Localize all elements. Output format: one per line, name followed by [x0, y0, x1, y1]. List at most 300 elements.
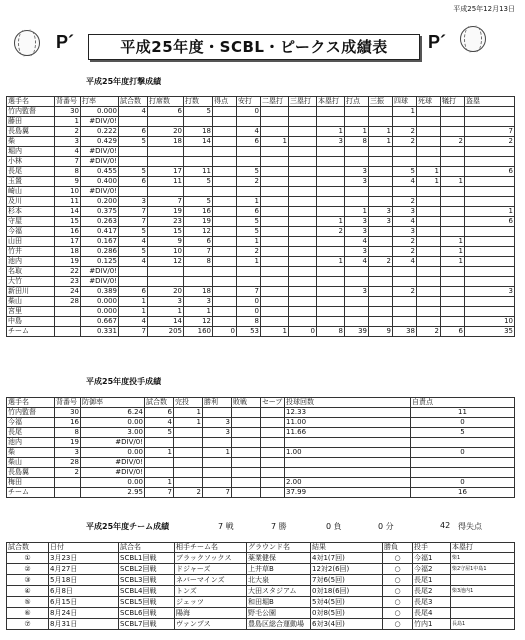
row-label: 山田 — [7, 237, 55, 247]
row-label: 守屋 — [7, 217, 55, 227]
table-cell: 160 — [184, 327, 213, 337]
table-cell: ○ — [383, 586, 413, 597]
table-cell — [345, 157, 369, 167]
table-cell — [369, 267, 393, 277]
table-cell: 10 — [465, 317, 515, 327]
table-cell — [145, 458, 174, 468]
table-cell: 北大泉 — [247, 575, 311, 586]
table-cell — [213, 267, 237, 277]
column-header: 試合数 — [119, 97, 148, 107]
table-cell: 0.400 — [81, 177, 119, 187]
table-cell: #DIV/0! — [81, 277, 119, 287]
table-cell — [55, 327, 81, 337]
table-cell: 6 — [237, 207, 261, 217]
table-cell: 1 — [184, 307, 213, 317]
table-cell — [393, 117, 417, 127]
table-cell: 2.00 — [285, 478, 411, 488]
table-cell: 0対8(5回) — [311, 608, 383, 619]
table-cell: 0.00 — [81, 448, 145, 458]
column-header: 四球 — [393, 97, 417, 107]
table-cell — [465, 257, 515, 267]
table-cell — [232, 478, 261, 488]
table-cell: 3 — [345, 167, 369, 177]
table-cell — [261, 247, 289, 257]
table-cell — [417, 307, 441, 317]
table-cell — [119, 117, 148, 127]
row-label: 藤田 — [7, 117, 55, 127]
row-label: 今福 — [7, 227, 55, 237]
table-cell — [119, 147, 148, 157]
table-cell — [213, 237, 237, 247]
summary-wins: 7 勝 — [271, 522, 287, 531]
table-cell — [417, 257, 441, 267]
table-cell: ドジャーズ — [175, 564, 247, 575]
table-cell — [317, 107, 345, 117]
table-cell — [441, 297, 465, 307]
table-row — [7, 317, 515, 327]
table-row — [7, 197, 515, 207]
column-header: 三振 — [369, 97, 393, 107]
table-cell — [213, 137, 237, 147]
table-cell: 30 — [55, 408, 81, 418]
table-cell — [261, 478, 285, 488]
table-cell — [237, 117, 261, 127]
table-cell — [285, 458, 411, 468]
table-cell — [261, 418, 285, 428]
table-cell — [417, 187, 441, 197]
table-cell: 2 — [441, 137, 465, 147]
table-cell — [261, 177, 289, 187]
table-cell — [203, 478, 232, 488]
table-cell — [345, 187, 369, 197]
table-cell: 8月24日 — [49, 608, 119, 619]
table-cell — [261, 448, 285, 458]
table-cell — [261, 317, 289, 327]
table-cell — [232, 448, 261, 458]
table-cell — [184, 187, 213, 197]
table-cell: 17 — [148, 167, 184, 177]
table-cell — [261, 227, 289, 237]
table-cell — [148, 147, 184, 157]
table-cell: 竹内1 — [413, 619, 451, 630]
table-cell — [369, 277, 393, 287]
row-label: 大竹 — [7, 277, 55, 287]
table-cell: 4 — [345, 237, 369, 247]
table-cell — [345, 267, 369, 277]
row-label: 池内 — [7, 257, 55, 267]
table-cell — [317, 317, 345, 327]
table-cell: 1 — [317, 127, 345, 137]
column-header: 得点 — [213, 97, 237, 107]
table-cell: 5 — [237, 217, 261, 227]
table-cell: 柴2守屋1中島1 — [451, 564, 515, 575]
table-cell: 3 — [55, 448, 81, 458]
table-cell: #DIV/0! — [81, 157, 119, 167]
table-cell — [213, 277, 237, 287]
table-cell — [417, 137, 441, 147]
table-cell: 53 — [237, 327, 261, 337]
row-label: 長島翼 — [7, 468, 55, 478]
row-label: 小林 — [7, 157, 55, 167]
table-cell — [441, 317, 465, 327]
column-header: 本塁打 — [317, 97, 345, 107]
table-cell — [174, 478, 203, 488]
table-cell: 豊島区総合運動場 — [247, 619, 311, 630]
table-cell — [451, 575, 515, 586]
table-cell: 長尾4 — [413, 608, 451, 619]
table-cell: 3 — [317, 137, 345, 147]
row-label: 池内 — [7, 438, 55, 448]
table-cell: 1 — [174, 418, 203, 428]
table-cell: 3 — [393, 227, 417, 237]
table-cell — [441, 127, 465, 137]
table-cell — [237, 187, 261, 197]
table-cell: 8月31日 — [49, 619, 119, 630]
table-cell: 2 — [465, 137, 515, 147]
table-cell: 5 — [184, 177, 213, 187]
table-cell: 0.429 — [81, 137, 119, 147]
table-cell — [317, 307, 345, 317]
row-label: 玉置 — [7, 177, 55, 187]
table-cell: 11 — [55, 197, 81, 207]
table-cell: 6 — [148, 107, 184, 117]
table-cell: 柴3池内1 — [451, 586, 515, 597]
table-cell — [441, 147, 465, 157]
table-cell: 1 — [237, 197, 261, 207]
table-cell: 5 — [119, 137, 148, 147]
table-cell: 11.00 — [285, 418, 411, 428]
table-cell — [393, 187, 417, 197]
table-cell — [393, 267, 417, 277]
table-cell — [213, 197, 237, 207]
table-cell: 35 — [465, 327, 515, 337]
table-cell: 18 — [184, 287, 213, 297]
row-label: ① — [7, 553, 49, 564]
column-header: 敗戦 — [232, 398, 261, 408]
table-cell: 0.000 — [81, 297, 119, 307]
table-cell: 3 — [184, 297, 213, 307]
table-cell — [417, 247, 441, 257]
table-row — [7, 147, 515, 157]
table-cell — [417, 267, 441, 277]
column-header: 日付 — [49, 543, 119, 553]
table-cell: 1 — [261, 137, 289, 147]
table-cell: 4 — [119, 317, 148, 327]
table-cell: 5 — [411, 428, 515, 438]
table-cell — [289, 207, 317, 217]
table-cell — [261, 287, 289, 297]
table-cell: 14 — [148, 317, 184, 327]
table-cell — [411, 438, 515, 448]
table-cell: 3.00 — [81, 428, 145, 438]
batting-table — [6, 96, 515, 337]
table-cell: 11.66 — [285, 428, 411, 438]
table-cell — [261, 197, 289, 207]
table-cell — [465, 307, 515, 317]
table-cell — [451, 608, 515, 619]
table-cell — [213, 167, 237, 177]
table-cell — [289, 237, 317, 247]
table-cell — [289, 257, 317, 267]
table-cell — [345, 197, 369, 207]
table-cell: 4 — [345, 257, 369, 267]
table-cell: 22 — [55, 267, 81, 277]
table-cell: #DIV/0! — [81, 458, 145, 468]
table-cell — [148, 267, 184, 277]
table-cell — [441, 117, 465, 127]
table-cell: 3 — [345, 177, 369, 187]
table-cell: 4 — [237, 127, 261, 137]
table-cell — [184, 157, 213, 167]
table-cell — [393, 157, 417, 167]
table-cell: 6.24 — [81, 408, 145, 418]
table-cell: 1 — [441, 237, 465, 247]
summary-games: 7 戦 — [218, 522, 234, 531]
table-cell: 3 — [148, 297, 184, 307]
row-label: ② — [7, 564, 49, 575]
table-cell: 0.263 — [81, 217, 119, 227]
table-cell: 8 — [237, 317, 261, 327]
table-cell: 18 — [148, 137, 184, 147]
table-cell: 28 — [55, 297, 81, 307]
table-cell — [261, 157, 289, 167]
table-row — [7, 553, 515, 564]
table-cell: 1 — [148, 307, 184, 317]
table-cell: 20 — [148, 127, 184, 137]
table-cell: 和田堀B — [247, 597, 311, 608]
table-row — [7, 297, 515, 307]
summary-runs-for: 42 — [440, 521, 451, 530]
table-cell: 4 — [393, 217, 417, 227]
table-cell — [441, 267, 465, 277]
table-cell: 0対18(6回) — [311, 586, 383, 597]
table-cell: 6 — [441, 327, 465, 337]
table-cell — [369, 297, 393, 307]
table-cell — [317, 117, 345, 127]
table-cell — [213, 117, 237, 127]
table-cell: 2 — [174, 488, 203, 498]
table-row — [7, 247, 515, 257]
table-cell: 6対3(4回) — [311, 619, 383, 630]
table-cell: 2 — [369, 257, 393, 267]
table-cell: 16 — [55, 227, 81, 237]
table-cell: 1 — [145, 478, 174, 488]
table-cell: 4 — [119, 107, 148, 117]
table-cell — [465, 267, 515, 277]
table-cell — [417, 297, 441, 307]
table-cell: 8 — [317, 327, 345, 337]
table-cell — [465, 107, 515, 117]
table-cell — [465, 157, 515, 167]
table-cell — [345, 307, 369, 317]
table-cell: 38 — [393, 327, 417, 337]
table-cell — [465, 187, 515, 197]
table-cell: 18 — [184, 127, 213, 137]
table-cell: 11 — [184, 167, 213, 177]
pitching-table — [6, 397, 515, 498]
table-cell — [148, 187, 184, 197]
table-row — [7, 468, 515, 478]
table-cell — [148, 277, 184, 287]
table-cell: 0.200 — [81, 197, 119, 207]
table-cell: 薬業健保 — [247, 553, 311, 564]
table-cell — [317, 267, 345, 277]
table-cell — [119, 277, 148, 287]
table-row — [7, 287, 515, 297]
table-cell — [369, 177, 393, 187]
table-row — [7, 307, 515, 317]
table-cell: #DIV/0! — [81, 438, 145, 448]
table-cell — [237, 147, 261, 157]
table-cell: 3 — [465, 287, 515, 297]
table-cell — [441, 107, 465, 117]
table-cell: 7対6(5回) — [311, 575, 383, 586]
table-cell: 18 — [55, 247, 81, 257]
table-cell: 陽海 — [175, 608, 247, 619]
row-label: 新田川 — [7, 287, 55, 297]
table-cell: #DIV/0! — [81, 187, 119, 197]
column-header: 打率 — [81, 97, 119, 107]
table-cell — [174, 428, 203, 438]
table-cell: 7 — [148, 197, 184, 207]
table-cell — [232, 428, 261, 438]
table-cell — [317, 247, 345, 257]
table-row — [7, 107, 515, 117]
table-cell — [317, 187, 345, 197]
table-cell — [213, 187, 237, 197]
table-cell — [289, 277, 317, 287]
table-cell: 11 — [148, 177, 184, 187]
table-cell: 1 — [369, 127, 393, 137]
table-cell: 1 — [393, 107, 417, 117]
table-cell: 0 — [237, 297, 261, 307]
column-header: 三塁打 — [289, 97, 317, 107]
table-cell — [213, 127, 237, 137]
table-cell: 今福1 — [413, 553, 451, 564]
column-header: 打席数 — [148, 97, 184, 107]
table-cell — [369, 167, 393, 177]
table-cell: 0.000 — [81, 107, 119, 117]
column-header: 試合名 — [119, 543, 175, 553]
table-cell — [261, 438, 285, 448]
table-cell: 15 — [55, 217, 81, 227]
table-cell — [451, 597, 515, 608]
table-row — [7, 157, 515, 167]
table-row — [7, 167, 515, 177]
table-cell — [213, 227, 237, 237]
page-header — [0, 20, 525, 70]
table-cell: 4 — [119, 257, 148, 267]
table-cell: 30 — [55, 107, 81, 117]
table-cell — [213, 107, 237, 117]
table-cell — [203, 438, 232, 448]
table-cell — [289, 117, 317, 127]
column-header: 本塁打 — [451, 543, 515, 553]
table-cell — [261, 468, 285, 478]
table-cell — [441, 187, 465, 197]
table-cell — [261, 428, 285, 438]
table-cell: ○ — [383, 575, 413, 586]
table-cell — [441, 227, 465, 237]
table-cell — [345, 277, 369, 287]
table-cell: 0.417 — [81, 227, 119, 237]
table-cell — [417, 217, 441, 227]
column-header: 選手名 — [7, 398, 55, 408]
column-header: 試合数 — [7, 543, 49, 553]
table-cell: 0.286 — [81, 247, 119, 257]
table-cell: 2 — [317, 227, 345, 237]
table-cell: 19 — [55, 257, 81, 267]
row-label: 長尾 — [7, 167, 55, 177]
row-label: 杉本 — [7, 207, 55, 217]
table-row — [7, 187, 515, 197]
table-cell — [261, 207, 289, 217]
table-row — [7, 586, 515, 597]
table-cell: 長尾2 — [413, 586, 451, 597]
column-header: 安打 — [237, 97, 261, 107]
table-cell: 1 — [203, 448, 232, 458]
table-row — [7, 575, 515, 586]
table-cell: ○ — [383, 553, 413, 564]
table-cell — [369, 287, 393, 297]
table-cell: 2 — [393, 247, 417, 257]
table-cell: 0 — [237, 107, 261, 117]
table-cell: 柴1 — [451, 553, 515, 564]
table-cell: SCBL4回戦 — [119, 586, 175, 597]
table-cell: 10 — [148, 247, 184, 257]
table-row — [7, 277, 515, 287]
table-cell — [213, 247, 237, 257]
table-cell: 0.389 — [81, 287, 119, 297]
table-cell: 8 — [184, 257, 213, 267]
table-cell: 6月8日 — [49, 586, 119, 597]
column-header: 相手チーム名 — [175, 543, 247, 553]
table-cell — [213, 217, 237, 227]
table-cell: 5対4(5回) — [311, 597, 383, 608]
table-cell — [317, 147, 345, 157]
table-cell — [237, 277, 261, 287]
table-cell: 6 — [119, 177, 148, 187]
table-cell: 1 — [119, 297, 148, 307]
table-cell — [55, 488, 81, 498]
table-cell — [417, 227, 441, 237]
table-cell — [213, 207, 237, 217]
table-cell: 1 — [119, 307, 148, 317]
summary-title: 平成25年度チーム成績 — [86, 522, 170, 531]
team-logo-right: P´ — [428, 32, 446, 52]
table-row — [7, 267, 515, 277]
table-cell: 6 — [465, 217, 515, 227]
table-cell: 4月27日 — [49, 564, 119, 575]
table-cell — [441, 167, 465, 177]
table-cell — [285, 438, 411, 448]
table-cell: #DIV/0! — [81, 267, 119, 277]
table-cell — [289, 197, 317, 207]
table-cell: 5 — [119, 247, 148, 257]
column-header: 背番号 — [55, 398, 81, 408]
table-cell — [119, 187, 148, 197]
table-cell — [174, 468, 203, 478]
table-cell: 3 — [369, 217, 393, 227]
table-cell: 3 — [203, 428, 232, 438]
games-table — [6, 542, 515, 630]
table-cell: SCBL7回戦 — [119, 619, 175, 630]
table-cell: SCBL5回戦 — [119, 597, 175, 608]
table-cell: 5 — [393, 167, 417, 177]
table-row — [7, 207, 515, 217]
table-cell — [289, 307, 317, 317]
row-label: 柴 — [7, 137, 55, 147]
